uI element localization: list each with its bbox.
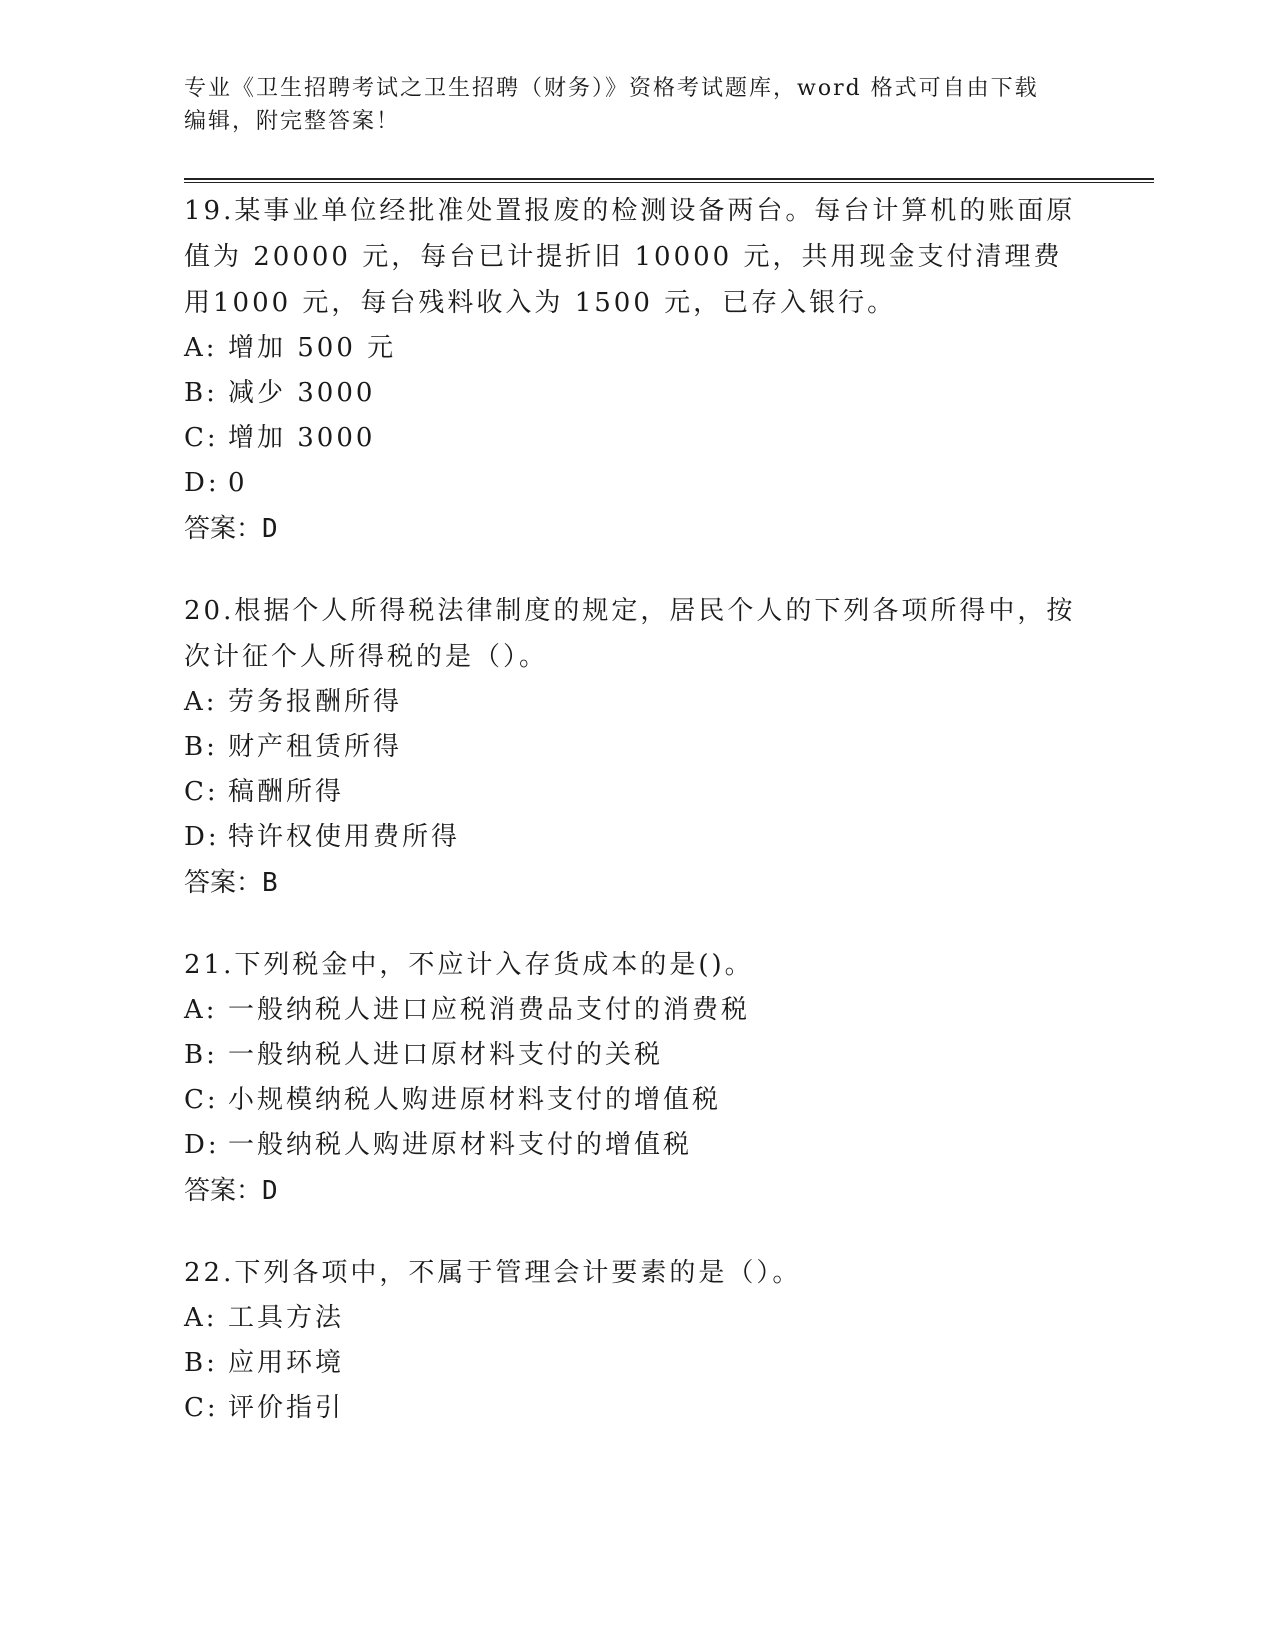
option-d <box>184 815 1084 860</box>
option-text: 工具方法 <box>228 1303 345 1333</box>
option-key: B: <box>184 732 218 762</box>
option-c <box>184 770 1084 815</box>
question-list <box>184 188 1084 1467</box>
header-line-1: 专业《卫生招聘考试之卫生招聘（财务）》资格考试题库，word 格式可自由下载 <box>184 76 1039 101</box>
option-text: 增加 3000 <box>228 423 376 453</box>
answer-line: 答案：D <box>184 514 278 544</box>
option-text: 一般纳税人进口原材料支付的关税 <box>228 1040 664 1070</box>
option-key: C: <box>184 1393 219 1423</box>
question-stem: 22.下列各项中，不属于管理会计要素的是（）。 <box>184 1258 802 1288</box>
option-text: 一般纳税人进口应税消费品支付的消费税 <box>228 995 751 1025</box>
option-key: B: <box>184 1040 218 1070</box>
option-b <box>184 1341 1084 1386</box>
option-text: 增加 500 元 <box>228 333 397 363</box>
option-b <box>184 725 1084 770</box>
option-a <box>184 1296 1084 1341</box>
option-key: D: <box>184 1130 220 1160</box>
option-key: D: <box>184 822 220 852</box>
option-d <box>184 461 1084 506</box>
option-key: A: <box>184 687 218 717</box>
option-c <box>184 1078 1084 1123</box>
option-a <box>184 680 1084 725</box>
option-key: C: <box>184 777 219 807</box>
question-stem: 21.下列税金中，不应计入存货成本的是()。 <box>184 950 754 980</box>
option-text: 稿酬所得 <box>228 777 345 807</box>
option-key: A: <box>184 333 218 363</box>
option-key: A: <box>184 1303 218 1333</box>
question-21 <box>184 942 1084 1214</box>
option-key: D: <box>184 468 220 498</box>
option-d <box>184 1123 1084 1168</box>
answer-line: 答案：D <box>184 1176 278 1206</box>
option-key: B: <box>184 1348 218 1378</box>
option-text: 减少 3000 <box>228 378 376 408</box>
header-divider <box>184 178 1154 183</box>
option-text: 应用环境 <box>228 1348 345 1378</box>
option-key: C: <box>184 423 219 453</box>
option-b <box>184 1033 1084 1078</box>
option-text: 特许权使用费所得 <box>228 822 461 852</box>
option-text: 0 <box>228 468 248 498</box>
option-key: A: <box>184 995 218 1025</box>
header-line-2: 编辑，附完整答案！ <box>184 109 401 134</box>
question-stem: 19.某事业单位经批准处置报废的检测设备两台。每台计算机的账面原值为 20000 元，每台已计提折旧 10000 元，共用现金支付清理费用1000 元，每台残料收入为 1500 元，已存入银行。 <box>184 196 1076 318</box>
answer-line: 答案：B <box>184 868 278 898</box>
option-text: 小规模纳税人购进原材料支付的增值税 <box>228 1085 722 1115</box>
question-19 <box>184 188 1084 552</box>
question-20 <box>184 588 1084 906</box>
option-text: 一般纳税人购进原材料支付的增值税 <box>228 1130 693 1160</box>
option-c <box>184 1386 1084 1431</box>
option-key: B: <box>184 378 218 408</box>
option-c <box>184 416 1084 461</box>
question-stem: 20.根据个人所得税法律制度的规定，居民个人的下列各项所得中，按次计征个人所得税的是（）。 <box>184 596 1076 672</box>
document-header <box>184 72 1064 138</box>
option-a <box>184 326 1084 371</box>
option-text: 劳务报酬所得 <box>228 687 403 717</box>
option-a <box>184 988 1084 1033</box>
option-key: C: <box>184 1085 219 1115</box>
question-22 <box>184 1250 1084 1431</box>
option-text: 财产租赁所得 <box>228 732 403 762</box>
option-b <box>184 371 1084 416</box>
option-text: 评价指引 <box>228 1393 345 1423</box>
